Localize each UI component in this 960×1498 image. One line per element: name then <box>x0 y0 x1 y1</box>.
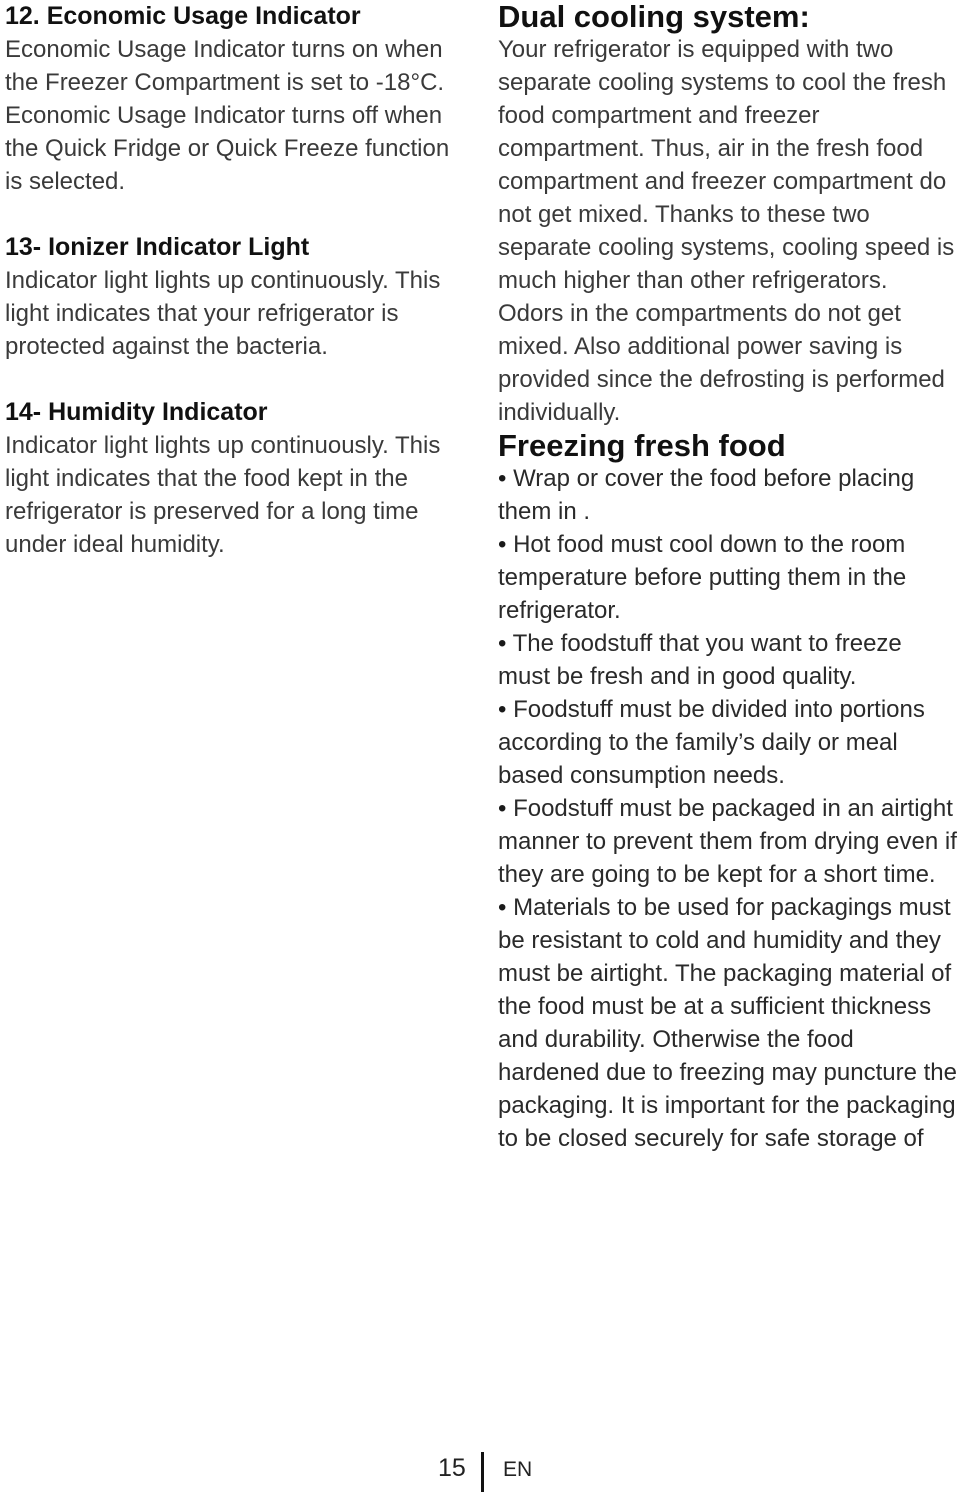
page-number: 15 <box>438 1454 466 1482</box>
right-column <box>498 0 958 1155</box>
list-item <box>498 528 958 627</box>
economic-usage-indicator-body: Economic Usage Indicator turns on when the Freezer Compartment is set to -18°C. Economic Usage Indicator turns off when the Quick Fridge or Quick Freeze function is selected. <box>5 36 450 195</box>
bullet-icon: • <box>498 531 507 558</box>
page-footer <box>0 1449 960 1493</box>
ionizer-indicator-title: 13- Ionizer Indicator Light <box>5 233 310 261</box>
list-item <box>498 462 958 528</box>
ionizer-indicator-body: Indicator light lights up continuously. This light indicates that your refrigerator is protected against the bacteria. <box>5 267 441 360</box>
bullet-text: Wrap or cover the food before placing them in . <box>498 465 915 525</box>
bullet-text: Foodstuff must be packaged in an airtight manner to prevent them from drying even if they are going to be kept for a short time. <box>498 795 957 888</box>
bullet-icon: • <box>498 465 507 492</box>
freezing-bullet-list <box>498 462 958 1155</box>
list-item <box>498 891 958 1155</box>
bullet-icon: • <box>498 894 507 921</box>
footer-divider <box>481 1452 484 1492</box>
language-code: EN <box>503 1458 533 1481</box>
list-item <box>498 792 958 891</box>
list-item <box>498 693 958 792</box>
left-column <box>5 0 457 561</box>
bullet-text: Hot food must cool down to the room temperature before putting them in the refrigerator. <box>498 531 907 624</box>
freezing-fresh-food-title: Freezing fresh food <box>498 428 786 463</box>
bullet-icon: • <box>498 630 507 657</box>
humidity-indicator-title: 14- Humidity Indicator <box>5 398 268 426</box>
bullet-icon: • <box>498 696 507 723</box>
bullet-text: Materials to be used for packagings must be resistant to cold and humidity and they must be airtight. The packaging material of the food must be at a sufficient thickness and durability. Otherwise the food hardened due to freezing may puncture the packaging. It is important for the packaging to be closed securely for safe storage of <box>498 894 957 1152</box>
humidity-indicator-body: Indicator light lights up continuously. This light indicates that the food kept in the refrigerator is preserved for a long time under ideal humidity. <box>5 432 441 558</box>
section-spacer <box>5 363 457 396</box>
bullet-text: Foodstuff must be divided into portions according to the family’s daily or meal based consumption needs. <box>498 696 925 789</box>
dual-cooling-title: Dual cooling system: <box>498 0 810 34</box>
list-item <box>498 627 958 693</box>
economic-usage-indicator-title: 12. Economic Usage Indicator <box>5 2 361 30</box>
dual-cooling-body: Your refrigerator is equipped with two separate cooling systems to cool the fresh food compartment and freezer compartment. Thus, air in the fresh food compartment and freezer compartment do not get mixed. Thanks to these two separate cooling systems, cooling speed is much higher than other refrigerators. Odors in the compartments do not get mixed. Also additional power saving is provided since the defrosting is performed individually. <box>498 36 955 426</box>
bullet-text: The foodstuff that you want to freeze must be fresh and in good quality. <box>498 630 902 690</box>
bullet-icon: • <box>498 795 507 822</box>
section-spacer <box>5 198 457 231</box>
